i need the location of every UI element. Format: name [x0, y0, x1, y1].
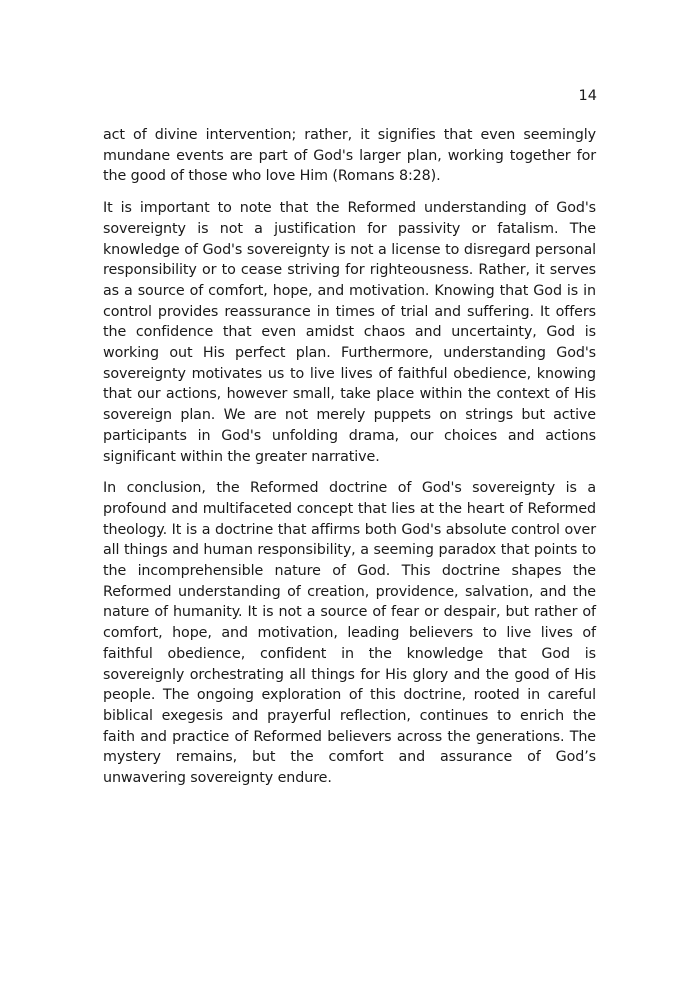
page-number: 14: [578, 88, 597, 104]
paragraph-intervention: act of divine intervention; rather, it signifies that even seemingly mundane events are part of God's larger plan, working together for the good of those who love Him (Romans 8:28).: [103, 127, 596, 185]
page-body: [103, 125, 596, 800]
paragraph-sovereignty-responsibility: It is important to note that the Reformed understanding of God's sovereignty is not a justification for passivity or fatalism. The knowledge of God's sovereignty is not a license to disregard personal responsibility or to cease striving for righteousness. Rather, it serves as a source of comfort, hope, and motivation. Knowing that God is in control provides reassurance in times of trial and suffering. It offers the confidence that even amidst chaos and uncertainty, God is working out His perfect plan. Furthermore, understanding God's sovereignty motivates us to live lives of faithful obedience, knowing that our actions, however small, take place within the context of His sovereign plan. We are not merely puppets on strings but active participants in God's unfolding drama, our choices and actions significant within the greater narrative.: [103, 200, 596, 465]
paragraph-conclusion: In conclusion, the Reformed doctrine of God's sovereignty is a profound and multifaceted concept that lies at the heart of Reformed theology. It is a doctrine that affirms both God's absolute control over all things and human responsibility, a seeming paradox that points to the incomprehensible nature of God. This doctrine shapes the Reformed understanding of creation, providence, salvation, and the nature of humanity. It is not a source of fear or despair, but rather of comfort, hope, and motivation, leading believers to live lives of faithful obedience, confident in the knowledge that God is sovereignly orchestrating all things for His glory and the good of His people. The ongoing exploration of this doctrine, rooted in careful biblical exegesis and prayerful reflection, continues to enrich the faith and practice of Reformed believers across the generations. The mystery remains, but the comfort and assurance of God’s unwavering sovereignty endure.: [103, 480, 596, 787]
